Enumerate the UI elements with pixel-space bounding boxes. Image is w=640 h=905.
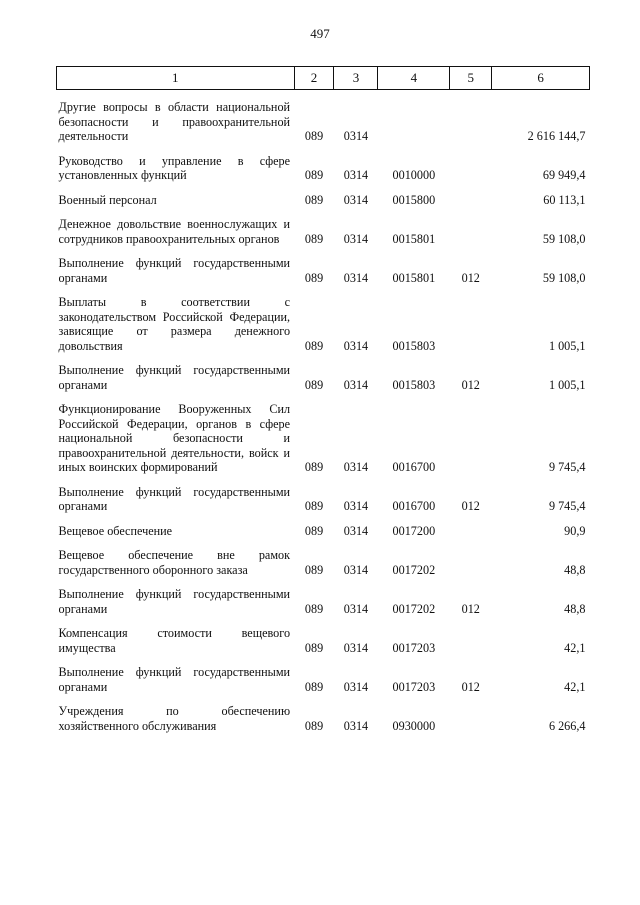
column-header-2: 2 <box>294 67 334 90</box>
row-spacer-cell <box>57 246 590 256</box>
row-code-4: 0017202 <box>392 562 436 577</box>
table-row <box>57 548 590 577</box>
row-spacer <box>57 694 590 704</box>
row-spacer <box>57 207 590 217</box>
row-spacer-cell <box>57 353 590 363</box>
row-spacer <box>57 577 590 587</box>
row-code-3: 0314 <box>343 231 369 246</box>
row-amount: 90,9 <box>564 523 586 538</box>
row-name: Вещевое обеспечение вне рамок государственного оборонного заказа <box>58 548 291 577</box>
row-code-2: 089 <box>304 523 324 538</box>
row-code-3: 0314 <box>343 338 369 353</box>
row-code-5 <box>450 704 492 733</box>
row-code-3: 0314 <box>343 270 369 285</box>
table-row <box>57 217 590 246</box>
column-header-3: 3 <box>334 67 378 90</box>
row-spacer-cell <box>57 616 590 626</box>
row-amount: 1 005,1 <box>548 338 586 353</box>
row-name: Выполнение функций государственными органами <box>58 587 291 616</box>
table-row <box>57 704 590 733</box>
row-code-2: 089 <box>304 718 324 733</box>
row-amount: 1 005,1 <box>548 377 586 392</box>
table-row <box>57 154 590 183</box>
row-code-2: 089 <box>304 679 324 694</box>
row-code-5 <box>450 524 492 539</box>
row-code-4: 0015803 <box>392 338 436 353</box>
row-name: Выполнение функций государственными органами <box>58 256 291 285</box>
table-row <box>57 295 590 353</box>
row-name: Выполнение функций государственными органами <box>58 363 291 392</box>
row-code-3: 0314 <box>343 499 369 513</box>
row-amount: 42,1 <box>564 679 586 694</box>
row-amount: 9 745,4 <box>548 460 586 474</box>
table-row <box>57 100 590 144</box>
row-name: Вещевое обеспечение <box>58 523 173 538</box>
table-row <box>57 363 590 392</box>
row-code-5: 012 <box>461 601 480 616</box>
table-row <box>57 524 590 539</box>
row-code-3: 0314 <box>343 718 369 733</box>
table-row <box>57 256 590 285</box>
row-spacer-cell <box>57 538 590 548</box>
row-amount: 48,8 <box>564 562 586 577</box>
row-spacer-cell <box>57 183 590 193</box>
row-spacer <box>57 90 590 101</box>
row-spacer-cell <box>57 392 590 402</box>
table-row <box>57 665 590 694</box>
row-name: Другие вопросы в области национальной безопасности и правоохранительной деятельности <box>58 100 291 143</box>
row-code-3: 0314 <box>343 129 369 143</box>
row-spacer-cell <box>57 207 590 217</box>
row-name: Руководство и управление в сфере установленных функций <box>58 153 291 182</box>
row-name: Военный персонал <box>58 192 157 207</box>
row-code-2: 089 <box>304 192 324 207</box>
row-name: Выплаты в соответствии с законодательством Российской Федерации, зависящие от размера денежного довольствия <box>58 295 291 353</box>
row-name: Выполнение функций государственными органами <box>58 484 291 513</box>
row-amount: 59 108,0 <box>542 270 586 285</box>
row-code-2: 089 <box>304 562 324 577</box>
table-body <box>57 90 590 734</box>
row-code-2: 089 <box>304 601 324 616</box>
row-code-4: 0017203 <box>392 679 436 694</box>
row-code-4: 0016700 <box>392 499 436 513</box>
row-code-2: 089 <box>304 129 324 143</box>
row-code-5: 012 <box>461 377 480 392</box>
row-code-2: 089 <box>304 499 324 513</box>
row-code-4: 0017202 <box>392 601 436 616</box>
row-name: Денежное довольствие военнослужащих и сотрудников правоохранительных органов <box>58 217 291 246</box>
table-row <box>57 485 590 514</box>
table-row <box>57 193 590 208</box>
row-name: Функционирование Вооруженных Сил Российской Федерации, органов в сфере национальной безопасности и правоохранительной деятельности, войск и иных воинских формирований <box>58 402 291 474</box>
row-code-2: 089 <box>304 377 324 392</box>
row-spacer-cell <box>57 475 590 485</box>
row-spacer <box>57 353 590 363</box>
budget-table <box>56 66 590 733</box>
row-code-4: 0015801 <box>392 231 436 246</box>
row-spacer <box>57 475 590 485</box>
row-spacer-cell <box>57 577 590 587</box>
row-code-5 <box>450 295 492 353</box>
row-spacer <box>57 246 590 256</box>
row-spacer <box>57 538 590 548</box>
row-name: Компенсация стоимости вещевого имущества <box>58 626 291 655</box>
row-code-4: 0010000 <box>392 168 436 182</box>
row-spacer <box>57 183 590 193</box>
row-code-2: 089 <box>304 231 324 246</box>
row-code-2: 089 <box>304 338 324 353</box>
row-amount: 42,1 <box>564 640 586 655</box>
row-name: Учреждения по обеспечению хозяйственного обслуживания <box>58 704 291 733</box>
row-code-4: 0015801 <box>392 270 436 285</box>
row-spacer <box>57 655 590 665</box>
row-code-3: 0314 <box>343 192 369 207</box>
row-spacer-cell <box>57 90 590 101</box>
row-code-5 <box>450 217 492 246</box>
row-code-3: 0314 <box>343 377 369 392</box>
row-code-3: 0314 <box>343 523 369 538</box>
row-name: Выполнение функций государственными органами <box>58 665 291 694</box>
row-code-4: 0017203 <box>392 640 436 655</box>
row-code-5: 012 <box>461 679 480 694</box>
row-code-5 <box>450 154 492 183</box>
row-spacer-cell <box>57 655 590 665</box>
column-header-5: 5 <box>450 67 492 90</box>
row-code-3: 0314 <box>343 562 369 577</box>
row-code-5 <box>450 100 492 144</box>
table-header-row <box>57 67 590 90</box>
row-amount: 6 266,4 <box>548 718 586 733</box>
row-code-2: 089 <box>304 270 324 285</box>
row-code-4: 0015800 <box>392 192 436 207</box>
row-code-4 <box>378 100 450 144</box>
row-code-3: 0314 <box>343 679 369 694</box>
row-spacer <box>57 392 590 402</box>
row-code-5 <box>450 626 492 655</box>
row-code-2: 089 <box>304 640 324 655</box>
row-spacer <box>57 144 590 154</box>
row-amount: 69 949,4 <box>542 168 586 182</box>
row-code-3: 0314 <box>343 460 369 474</box>
row-spacer-cell <box>57 285 590 295</box>
page-number: 497 <box>310 26 330 41</box>
row-code-5: 012 <box>461 499 480 513</box>
row-spacer-cell <box>57 694 590 704</box>
row-amount: 9 745,4 <box>548 499 586 513</box>
row-code-4: 0016700 <box>392 460 436 474</box>
row-spacer <box>57 285 590 295</box>
row-code-2: 089 <box>304 460 324 474</box>
row-amount: 48,8 <box>564 601 586 616</box>
row-amount: 59 108,0 <box>542 231 586 246</box>
row-code-5 <box>450 548 492 577</box>
row-spacer <box>57 514 590 524</box>
row-code-3: 0314 <box>343 640 369 655</box>
row-code-3: 0314 <box>343 168 369 182</box>
column-header-6: 6 <box>492 67 590 90</box>
table-row <box>57 587 590 616</box>
column-header-1: 1 <box>57 67 295 90</box>
row-code-4: 0017200 <box>392 523 436 538</box>
row-amount: 2 616 144,7 <box>527 129 586 143</box>
column-header-4: 4 <box>378 67 450 90</box>
row-amount: 60 113,1 <box>543 192 586 207</box>
row-spacer-cell <box>57 514 590 524</box>
row-spacer <box>57 616 590 626</box>
table-row <box>57 626 590 655</box>
row-code-4: 0930000 <box>392 718 436 733</box>
row-code-3: 0314 <box>343 601 369 616</box>
row-code-5 <box>450 193 492 208</box>
row-spacer-cell <box>57 144 590 154</box>
row-code-5 <box>450 402 492 475</box>
row-code-2: 089 <box>304 168 324 182</box>
row-code-5: 012 <box>461 270 480 285</box>
row-code-4: 0015803 <box>392 377 436 392</box>
table-row <box>57 402 590 475</box>
